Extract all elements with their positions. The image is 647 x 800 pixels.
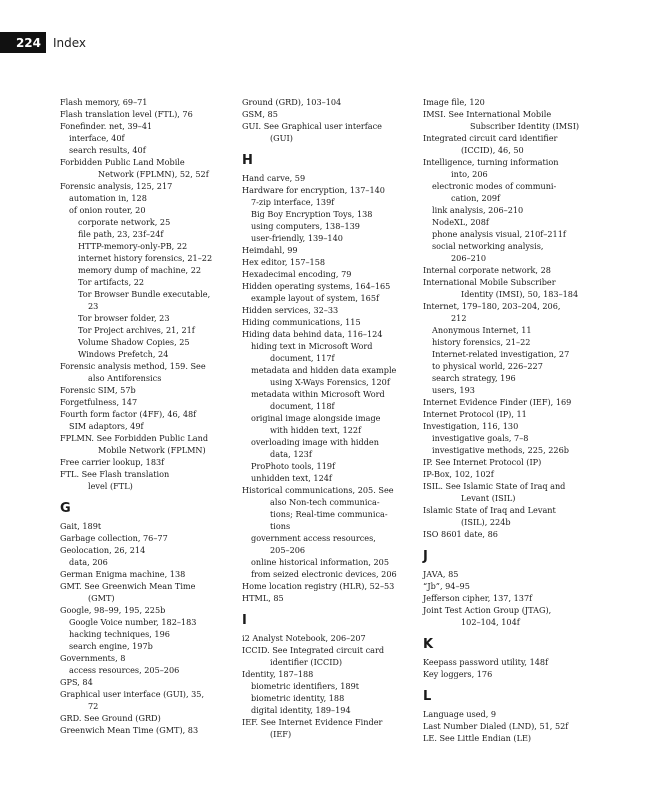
letter-heading: L [423, 689, 432, 704]
index-entry: cation, 209f [451, 193, 501, 203]
index-entry: Tor artifacts, 22 [78, 277, 145, 287]
letter-heading: J [423, 549, 428, 564]
index-entry: biometric identity, 188 [251, 693, 345, 703]
index-entry: search strategy, 196 [432, 373, 516, 383]
index-entry: electronic modes of communi- [432, 181, 557, 191]
index-entry: interface, 40f [69, 133, 125, 143]
index-entry: into, 206 [451, 169, 488, 179]
index-entry: 205–206 [270, 545, 306, 555]
index-entry: investigative goals, 7–8 [432, 433, 529, 443]
index-entry: Forgetfulness, 147 [60, 397, 138, 407]
index-entry: Islamic State of Iraq and Levant [423, 505, 556, 515]
index-entry: IP-Box, 102, 102f [423, 469, 494, 479]
index-entry: LE. See Little Endian (LE) [423, 733, 532, 743]
index-entry: government access resources, [251, 533, 376, 543]
index-entry: also Non-tech communica- [270, 497, 380, 507]
index-entry: Internet-related investigation, 27 [432, 349, 570, 359]
index-entry: Key loggers, 176 [423, 669, 493, 679]
index-entry: original image alongside image [251, 413, 381, 423]
index-entry: Mobile Network (FPLMN) [98, 445, 206, 455]
page-header [0, 32, 86, 53]
index-entry: Subscriber Identity (IMSI) [470, 121, 580, 131]
index-entry: user-friendly, 139–140 [251, 233, 343, 243]
index-entry: Levant (ISIL) [461, 493, 516, 503]
index-entry: Hiding communications, 115 [242, 317, 361, 327]
index-entry: (ISIL), 224b [461, 517, 511, 527]
index-entry: Network (FPLMN), 52, 52f [98, 169, 209, 179]
index-entry: file path, 23, 23f–24f [78, 229, 164, 239]
index-entry: ISO 8601 date, 86 [423, 529, 498, 539]
index-entry: Anonymous Internet, 11 [432, 325, 532, 335]
index-entry: Google, 98–99, 195, 225b [60, 605, 166, 615]
index-entry: to physical world, 226–227 [432, 361, 543, 371]
index-entry: GMT. See Greenwich Mean Time [60, 581, 196, 591]
index-entry: with hidden text, 122f [270, 425, 362, 435]
index-entry: Free carrier lookup, 183f [60, 457, 165, 467]
index-entry: Internal corporate network, 28 [423, 265, 551, 275]
index-entry: Joint Test Action Group (JTAG), [423, 605, 552, 615]
index-entry: social networking analysis, [432, 241, 544, 251]
index-entry: JAVA, 85 [423, 569, 459, 579]
index-entry: biometric identifiers, 189t [251, 681, 360, 691]
letter-heading: K [423, 637, 434, 652]
index-entry: access resources, 205–206 [69, 665, 180, 675]
index-entry: search results, 40f [69, 145, 146, 155]
index-entry: Internet, 179–180, 203–204, 206, [423, 301, 561, 311]
index-entry: link analysis, 206–210 [432, 205, 524, 215]
index-entry: (GMT) [88, 593, 115, 603]
index-entry: HTTP-memory-only-PB, 22 [78, 241, 188, 251]
index-column-1 [60, 96, 238, 736]
index-entry: hacking techniques, 196 [69, 629, 170, 639]
index-entry: Identity (IMSI), 50, 183–184 [461, 289, 579, 299]
index-entry: investigative methods, 225, 226b [432, 445, 569, 455]
section-title: Index [53, 35, 87, 50]
index-entry: Keepass password utility, 148f [423, 657, 549, 667]
index-entry: (ICCID), 46, 50 [461, 145, 524, 155]
index-entry: Language used, 9 [423, 709, 497, 719]
index-entry: German Enigma machine, 138 [60, 569, 186, 579]
index-entry: Windows Prefetch, 24 [78, 349, 169, 359]
index-entry: GPS, 84 [60, 677, 93, 687]
index-entry: ICCID. See Integrated circuit card [242, 645, 385, 655]
index-entry: example layout of system, 165f [251, 293, 380, 303]
index-entry: Volume Shadow Copies, 25 [78, 337, 190, 347]
index-entry: FPLMN. See Forbidden Public Land [60, 433, 209, 443]
index-entry: Hiding data behind data, 116–124 [242, 329, 383, 339]
index-entry: GUI. See Graphical user interface [242, 121, 382, 131]
index-entry: Graphical user interface (GUI), 35, [60, 689, 205, 699]
index-entry: Garbage collection, 76–77 [60, 533, 168, 543]
index-entry: digital identity, 189–194 [251, 705, 351, 715]
index-entry: 206–210 [451, 253, 487, 263]
index-entry: internet history forensics, 21–22 [78, 253, 213, 263]
index-entry: search engine, 197b [69, 641, 153, 651]
index-entry: data, 206 [69, 557, 108, 567]
index-entry: Tor Browser Bundle executable, [78, 289, 211, 299]
index-entry: Last Number Dialed (LND), 51, 52f [423, 721, 569, 731]
index-entry: corporate network, 25 [78, 217, 171, 227]
index-entry: Forbidden Public Land Mobile [60, 157, 185, 167]
index-entry: using computers, 138–139 [251, 221, 360, 231]
index-entry: Hex editor, 157–158 [242, 257, 326, 267]
index-entry: Flash translation level (FTL), 76 [60, 109, 193, 119]
index-entry: identifier (ICCID) [270, 657, 343, 667]
index-entry: 23 [88, 301, 99, 311]
index-entry: SIM adaptors, 49f [69, 421, 144, 431]
index-entry: GSM, 85 [242, 109, 278, 119]
index-entry: Hand carve, 59 [242, 173, 306, 183]
index-entry: Tor Project archives, 21, 21f [78, 325, 195, 335]
index-entry: Image file, 120 [423, 97, 485, 107]
index-entry: IMSI. See International Mobile [423, 109, 552, 119]
index-entry: Hidden services, 32–33 [242, 305, 339, 315]
index-entry: Forensic analysis method, 159. See [60, 361, 206, 371]
index-entry: ISIL. See Islamic State of Iraq and [423, 481, 566, 491]
index-entry: history forensics, 21–22 [432, 337, 531, 347]
index-entry: Flash memory, 69–71 [60, 97, 148, 107]
index-entry: Greenwich Mean Time (GMT), 83 [60, 725, 199, 735]
index-entry: Fourth form factor (4FF), 46, 48f [60, 409, 197, 419]
index-entry: Geolocation, 26, 214 [60, 545, 146, 555]
index-entry: metadata and hidden data example [251, 365, 397, 375]
index-entry: 102–104, 104f [461, 617, 520, 627]
index-entry: 72 [88, 701, 99, 711]
index-entry: HTML, 85 [242, 593, 284, 603]
index-entry: Hardware for encryption, 137–140 [242, 185, 385, 195]
index-entry: GRD. See Ground (GRD) [60, 713, 161, 723]
index-entry: Forensic analysis, 125, 217 [60, 181, 173, 191]
index-entry: ProPhoto tools, 119f [251, 461, 336, 471]
index-entry: overloading image with hidden [251, 437, 379, 447]
index-entry: Big Boy Encryption Toys, 138 [251, 209, 373, 219]
index-column-3 [423, 96, 601, 744]
index-entry: also Antiforensics [88, 373, 162, 383]
index-entry: phone analysis visual, 210f–211f [432, 229, 566, 239]
letter-heading: G [60, 501, 71, 516]
index-entry: tions [270, 521, 291, 531]
index-entry: metadata within Microsoft Word [251, 389, 385, 399]
index-entry: (IEF) [270, 729, 292, 739]
index-entry: level (FTL) [88, 481, 133, 491]
index-entry: Google Voice number, 182–183 [69, 617, 197, 627]
letter-heading: H [242, 153, 253, 168]
index-entry: tions; Real-time communica- [270, 509, 388, 519]
index-entry: Ground (GRD), 103–104 [242, 97, 342, 107]
index-entry: Identity, 187–188 [242, 669, 314, 679]
index-entry: online historical information, 205 [251, 557, 389, 567]
index-entry: hiding text in Microsoft Word [251, 341, 373, 351]
index-entry: Integrated circuit card identifier [423, 133, 558, 143]
index-entry: Gait, 189t [60, 521, 102, 531]
index-entry: document, 117f [270, 353, 335, 363]
index-entry: Forensic SIM, 57b [60, 385, 136, 395]
index-column-2 [242, 96, 420, 740]
index-entry: Jefferson cipher, 137, 137f [423, 593, 533, 603]
index-entry: Hexadecimal encoding, 79 [242, 269, 352, 279]
index-entry: Fonefinder. net, 39–41 [60, 121, 153, 131]
index-entry: of onion router, 20 [69, 205, 146, 215]
index-entry: “Jb”, 94–95 [423, 581, 470, 591]
index-entry: automation in, 128 [69, 193, 147, 203]
index-entry: Investigation, 116, 130 [423, 421, 519, 431]
index-entry: International Mobile Subscriber [423, 277, 556, 287]
index-entry: 7-zip interface, 139f [251, 197, 335, 207]
index-entry: i2 Analyst Notebook, 206–207 [242, 633, 366, 643]
index-entry: Governments, 8 [60, 653, 126, 663]
index-entry: Home location registry (HLR), 52–53 [242, 581, 395, 591]
index-entry: Heimdahl, 99 [242, 245, 298, 255]
letter-heading: I [242, 613, 247, 628]
index-entry: (GUI) [270, 133, 293, 143]
index-entry: Tor browser folder, 23 [78, 313, 170, 323]
index-entry: IEF. See Internet Evidence Finder [242, 717, 383, 727]
index-entry: data, 123f [270, 449, 312, 459]
index-entry: memory dump of machine, 22 [78, 265, 202, 275]
page-number: 224 [0, 32, 46, 53]
index-entry: document, 118f [270, 401, 335, 411]
index-entry: unhidden text, 124f [251, 473, 332, 483]
index-entry: Hidden operating systems, 164–165 [242, 281, 391, 291]
index-entry: from seized electronic devices, 206 [251, 569, 397, 579]
index-entry: NodeXL, 208f [432, 217, 489, 227]
index-entry: Internet Protocol (IP), 11 [423, 409, 527, 419]
index-entry: Internet Evidence Finder (IEF), 169 [423, 397, 572, 407]
index-entry: IP. See Internet Protocol (IP) [423, 457, 542, 467]
index-entry: users, 193 [432, 385, 475, 395]
index-entry: Intelligence, turning information [423, 157, 559, 167]
index-entry: using X-Ways Forensics, 120f [270, 377, 390, 387]
index-entry: FTL. See Flash translation [60, 469, 170, 479]
index-entry: 212 [451, 313, 467, 323]
index-entry: Historical communications, 205. See [242, 485, 394, 495]
